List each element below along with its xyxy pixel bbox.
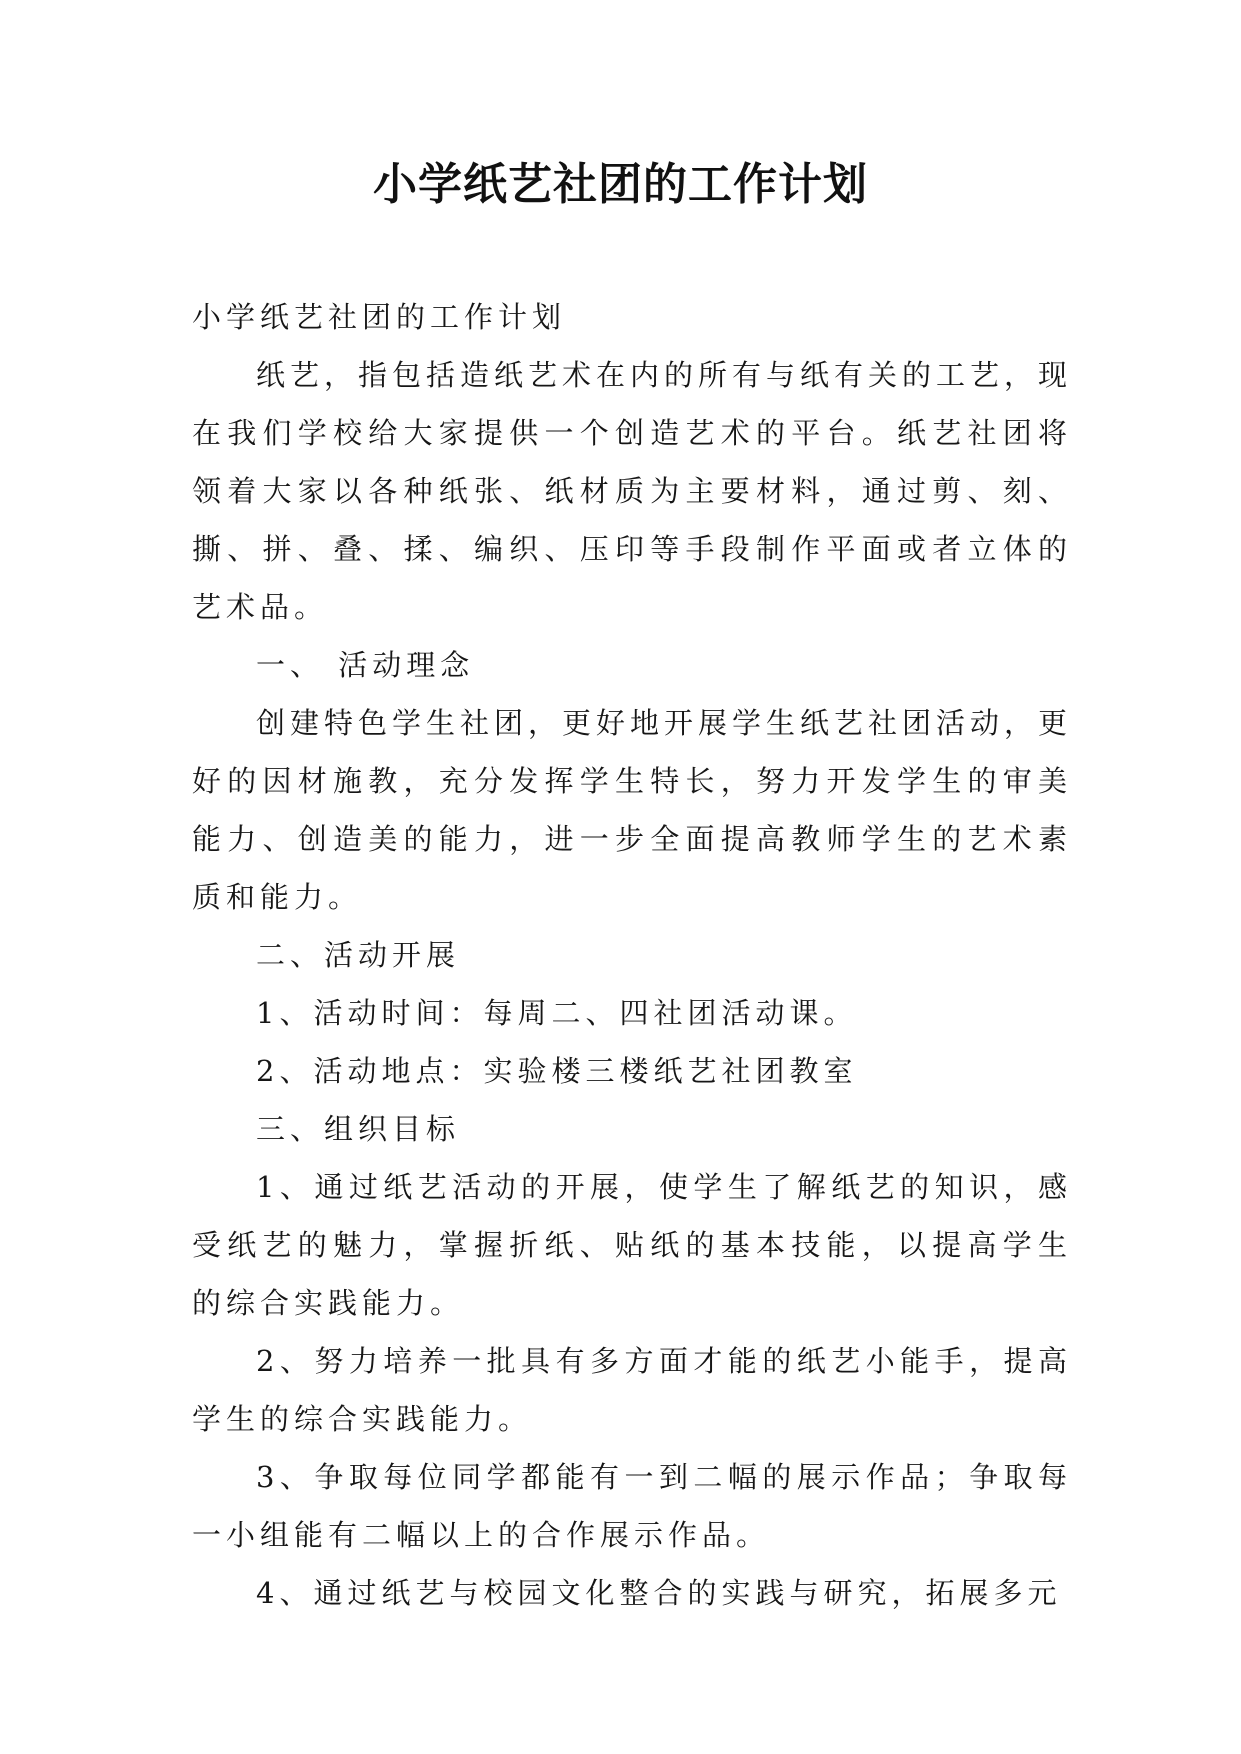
section-heading-activities: 二、活动开展 [256,938,461,972]
document-body [192,288,1072,1622]
goal-paragraph-2: 2、努力培养一批具有多方面才能的纸艺小能手，提高学生的综合实践能力。 [192,1344,1072,1436]
section-heading-concept: 一、 活动理念 [256,648,475,682]
section-heading-goals: 三、组织目标 [256,1112,461,1146]
activity-time-paragraph: 1、活动时间：每周二、四社团活动课。 [256,996,858,1030]
concept-paragraph: 创建特色学生社团，更好地开展学生纸艺社团活动，更好的因材施教，充分发挥学生特长，努力开发学生的审美能力、创造美的能力，进一步全面提高教师学生的艺术素质和能力。 [192,706,1073,914]
document-title: 小学纸艺社团的工作计划 [373,159,868,210]
intro-paragraph: 纸艺，指包括造纸艺术在内的所有与纸有关的工艺，现在我们学校给大家提供一个创造艺术的平台。纸艺社团将领着大家以各种纸张、纸材质为主要材料，通过剪、刻、撕、拼、叠、揉、编织、压印等手段制作平面或者立体的艺术品。 [192,358,1073,624]
subtitle-paragraph: 小学纸艺社团的工作计划 [192,300,567,334]
activity-location-paragraph: 2、活动地点：实验楼三楼纸艺社团教室 [256,1054,858,1088]
goal-paragraph-1: 1、通过纸艺活动的开展，使学生了解纸艺的知识，感受纸艺的魅力，掌握折纸、贴纸的基本技能，以提高学生的综合实践能力。 [192,1170,1072,1320]
goal-paragraph-4: 4、通过纸艺与校园文化整合的实践与研究，拓展多元 [256,1576,1062,1610]
goal-paragraph-3: 3、争取每位同学都能有一到二幅的展示作品；争取每一小组能有二幅以上的合作展示作品。 [192,1460,1072,1552]
